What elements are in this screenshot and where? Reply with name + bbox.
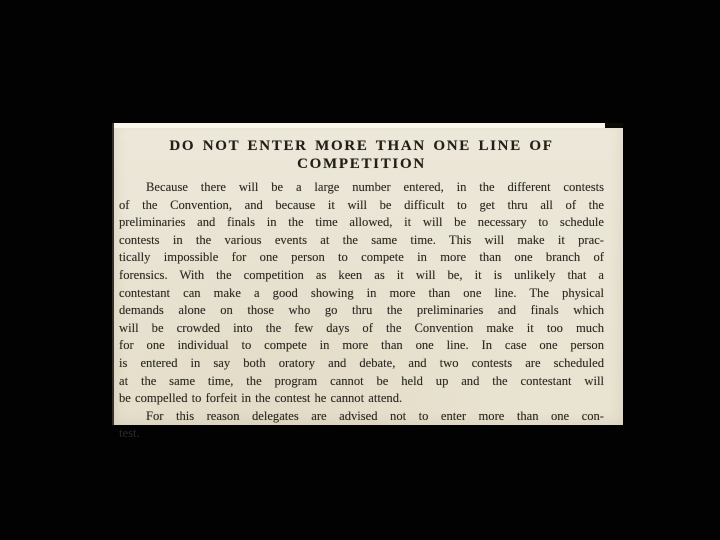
body-line-8: demands alone on those who go thru the preliminaries and finals which bbox=[119, 303, 604, 318]
body-line-3: preliminaries and finals in the time allowed, it will be necessary to schedule bbox=[119, 215, 604, 230]
body-line-10: for one individual to compete in more than one line. In case one person bbox=[119, 338, 604, 353]
body-line-2: of the Convention, and because it will be difficult to get thru all of the bbox=[119, 197, 604, 212]
body-line-14: For this reason delegates are advised not to enter more than one con- bbox=[146, 408, 604, 423]
body-line-9: will be crowded into the few days of the Convention make it too much bbox=[119, 320, 604, 335]
body-line-7: contestant can make a good showing in more than one line. The physical bbox=[119, 285, 604, 300]
body-line-4: contests in the various events at the same time. This will make it prac- bbox=[119, 232, 604, 247]
body-line-1: Because there will be a large number entered, in the different contests bbox=[146, 180, 604, 194]
body-line-13: be compelled to forfeit in the contest he cannot attend. bbox=[119, 391, 403, 406]
body-line-11: is entered in say both oratory and debate, and two contests are scheduled bbox=[119, 355, 604, 370]
page-top-edge-highlight bbox=[114, 123, 605, 128]
body-line-5: tically impossible for one person to compete in more than one branch of bbox=[119, 250, 604, 265]
body-line-15: test. bbox=[119, 426, 140, 441]
notice-title: DO NOT ENTER MORE THAN ONE LINE OF COMPETITION bbox=[169, 138, 554, 172]
notice-body bbox=[119, 179, 604, 443]
body-line-12: at the same time, the program cannot be held up and the contestant will bbox=[119, 373, 604, 388]
page-top-right-notch bbox=[605, 123, 623, 128]
body-line-6: forensics. With the competition as keen as it will be, it is unlikely that a bbox=[119, 267, 604, 282]
notice-page bbox=[112, 123, 623, 441]
